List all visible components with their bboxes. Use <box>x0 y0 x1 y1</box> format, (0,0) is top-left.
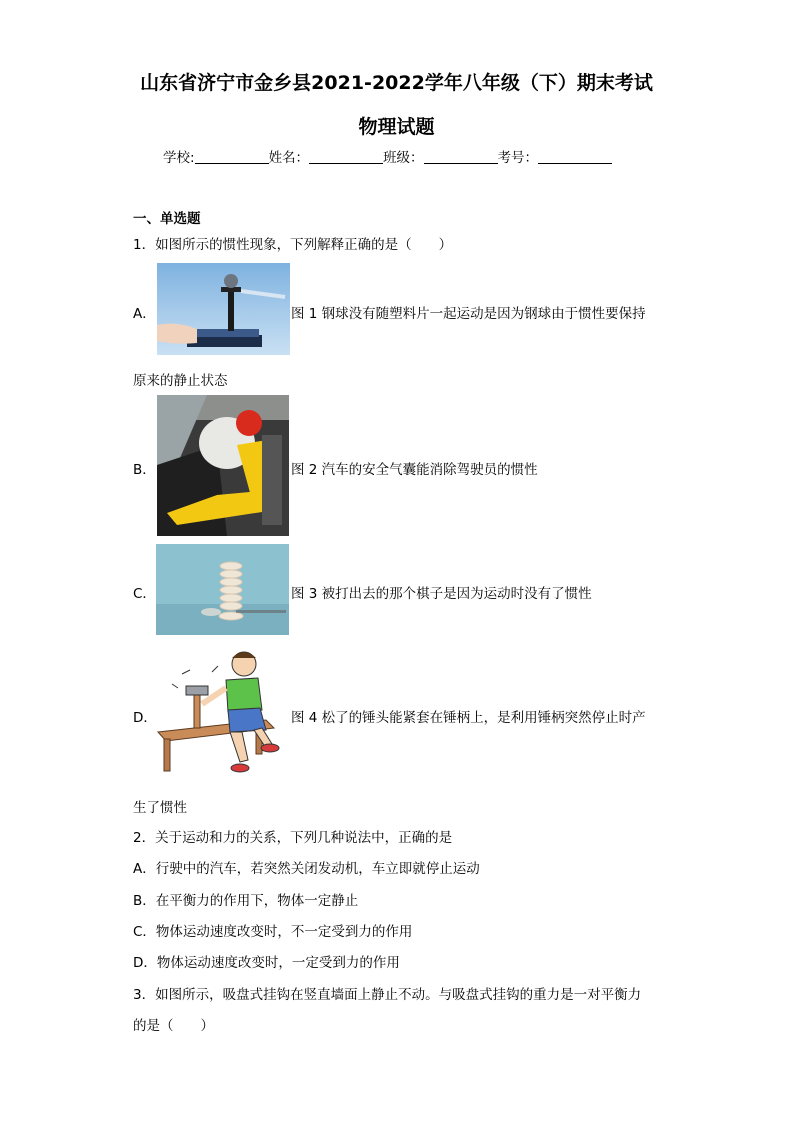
q2-option-c: C．物体运动速度改变时，不一定受到力的作用 <box>133 924 413 940</box>
class-blank <box>424 149 498 164</box>
q1-option-b-text: 图 2 汽车的安全气囊能消除驾驶员的惯性 <box>291 462 538 478</box>
name-blank <box>309 149 383 164</box>
section-heading: 一、单选题 <box>133 211 201 227</box>
q2-option-b: B．在平衡力的作用下，物体一定静止 <box>133 893 359 909</box>
q1-option-a-text: 图 1 钢球没有随塑料片一起运动是因为钢球由于惯性要保持 <box>291 306 646 322</box>
figure-3-chess-pieces-image <box>156 544 289 635</box>
figure-1-steel-ball-image <box>157 263 290 355</box>
q1-option-d-continued: 生了惯性 <box>133 800 187 816</box>
name-label: 姓名： <box>268 150 310 166</box>
page-title: 山东省济宁市金乡县2021-2022学年八年级（下）期末考试 <box>140 72 653 94</box>
school-label: 学校: <box>163 150 195 166</box>
number-blank <box>538 149 612 164</box>
q1-option-a-letter: A． <box>133 306 156 322</box>
q1-option-d-letter: D． <box>133 710 157 726</box>
q1-option-d-text: 图 4 松了的锤头能紧套在锤柄上，是利用锤柄突然停止时产 <box>291 710 646 726</box>
q2-option-d: D．物体运动速度改变时，一定受到力的作用 <box>133 955 400 971</box>
student-info-line <box>163 146 612 166</box>
q1-option-b-letter: B． <box>133 462 156 478</box>
figure-4-hammer-cartoon-image <box>156 644 290 776</box>
number-label: 考号： <box>497 150 539 166</box>
question-3-stem: 3．如图所示，吸盘式挂钩在竖直墙面上静止不动。与吸盘式挂钩的重力是一对平衡力 <box>133 987 642 1003</box>
question-1-stem: 1．如图所示的惯性现象，下列解释正确的是（ ） <box>133 237 453 253</box>
q1-option-a-continued: 原来的静止状态 <box>133 373 228 389</box>
question-3-stem-continued: 的是（ ） <box>133 1018 214 1034</box>
page-subtitle: 物理试题 <box>358 116 435 138</box>
figure-2-airbag-image <box>157 395 289 536</box>
q2-option-a: A．行驶中的汽车，若突然关闭发动机，车立即就停止运动 <box>133 861 480 877</box>
class-label: 班级： <box>383 150 424 166</box>
q1-option-c-text: 图 3 被打出去的那个棋子是因为运动时没有了惯性 <box>291 586 592 602</box>
school-blank <box>195 149 269 164</box>
question-2-stem: 2．关于运动和力的关系，下列几种说法中，正确的是 <box>133 830 453 846</box>
q1-option-c-letter: C． <box>133 586 156 602</box>
